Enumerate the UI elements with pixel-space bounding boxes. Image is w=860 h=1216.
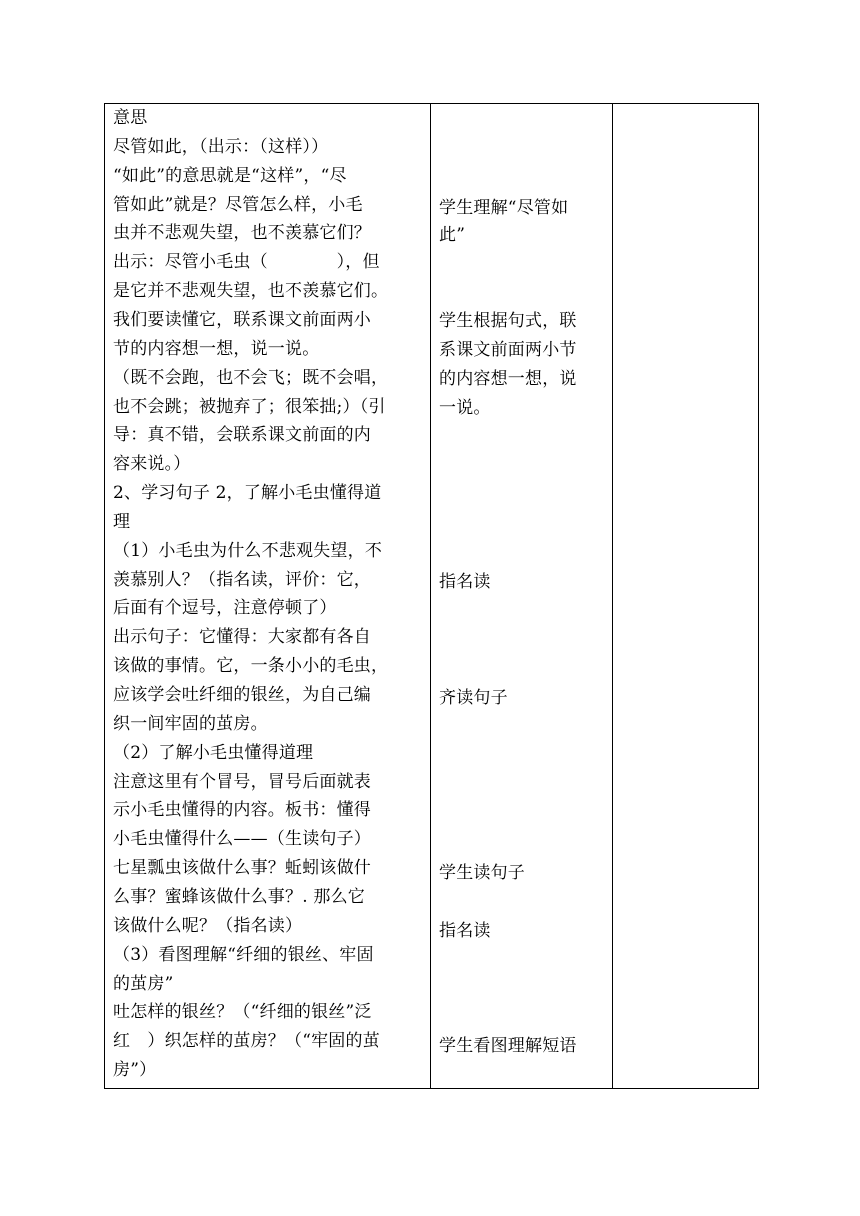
student-activity-text — [431, 104, 612, 1088]
teacher-text-line: （1）小毛虫为什么不悲观失望，不 — [113, 540, 383, 561]
teacher-text-line: 红 ）织怎样的茧房？（“牢固的茧 — [113, 1031, 380, 1052]
teacher-text-line: 也不会跳；被抛弃了；很笨拙;）（引 — [113, 396, 386, 417]
teacher-text-line: 后面有个逗号，注意停顿了） — [113, 598, 337, 619]
student-text-line: 指名读 — [439, 572, 491, 592]
student-text-line: 学生读句子 — [439, 863, 525, 883]
student-text-line: 学生理解“尽管如 — [439, 198, 569, 218]
teacher-text-line: 羡慕别人？（指名读，评价：它， — [113, 569, 371, 590]
teacher-text-line: 么事？蜜蜂该做什么事？. 那么它 — [113, 886, 366, 907]
teacher-activity-text — [105, 104, 430, 1088]
teacher-activity-cell — [105, 104, 431, 1089]
teacher-text-line: 的茧房” — [113, 973, 174, 994]
student-text-line: 的内容想一想，说 — [439, 369, 577, 389]
notes-empty — [613, 104, 758, 1088]
teacher-text-line: 房”） — [113, 1060, 157, 1081]
teacher-text-line: （3）看图理解“纤细的银丝、牢固 — [113, 944, 374, 965]
student-activity-cell — [431, 104, 613, 1089]
teacher-text-line: 示小毛虫懂得的内容。板书：懂得 — [113, 800, 371, 821]
teacher-text-line: （2）了解小毛虫懂得道理 — [113, 742, 314, 763]
teacher-text-line: 管如此”就是？尽管怎么样，小毛 — [113, 194, 363, 215]
student-text-line: 学生看图理解短语 — [439, 1036, 577, 1056]
teacher-text-line: 出示句子：它懂得：大家都有各自 — [113, 627, 371, 648]
lesson-plan-table — [104, 103, 759, 1089]
teacher-text-line: 织一间牢固的茧房。 — [113, 713, 268, 734]
teacher-text-line: 该做的事情。它，一条小小的毛虫， — [113, 656, 389, 677]
teacher-text-line: 吐怎样的银丝？（“纤细的银丝”泛 — [113, 1002, 372, 1023]
student-text-line: 学生根据句式，联 — [439, 311, 577, 331]
teacher-text-line: 小毛虫懂得什么——（生读句子） — [113, 829, 371, 850]
teacher-text-line: “如此”的意思就是“这样”，“尽 — [113, 165, 347, 186]
teacher-text-line: 2、学习句子 2，了解小毛虫懂得道 — [113, 483, 382, 504]
student-text-line: 指名读 — [439, 921, 491, 941]
teacher-text-line: 七星瓢虫该做什么事？蚯蚓该做什 — [113, 858, 371, 879]
student-text-line: 此” — [439, 225, 466, 245]
teacher-text-line: 导：真不错，会联系课文前面的内 — [113, 425, 371, 446]
teacher-text-line: 我们要读懂它，联系课文前面两小 — [113, 309, 371, 330]
student-text-line: 齐读句子 — [439, 688, 508, 708]
teacher-text-line: 是它并不悲观失望，也不羡慕它们。 — [113, 281, 389, 302]
teacher-text-line: 应该学会吐纤细的银丝，为自己编 — [113, 685, 371, 705]
student-text-line: 一说。 — [439, 398, 491, 418]
teacher-text-line: 容来说。） — [113, 454, 191, 475]
notes-cell — [613, 104, 759, 1089]
teacher-text-line: （既不会跑，也不会飞；既不会唱， — [113, 367, 389, 388]
teacher-text-line: 尽管如此，（出示：（这样）） — [113, 136, 329, 157]
teacher-text-line: 节的内容想一想，说一说。 — [113, 338, 320, 359]
table-row — [105, 104, 759, 1089]
teacher-text-line: 理 — [113, 511, 131, 532]
teacher-text-line: 注意这里有个冒号，冒号后面就表 — [113, 771, 371, 792]
teacher-text-line: 意思 — [113, 108, 148, 128]
teacher-text-line: 虫并不悲观失望，也不羡慕它们？ — [113, 223, 371, 244]
teacher-text-line: 该做什么呢？（指名读） — [113, 915, 303, 936]
teacher-text-line: 出示：尽管小毛虫（ ），但 — [113, 252, 380, 273]
student-text-line: 系课文前面两小节 — [439, 340, 577, 360]
